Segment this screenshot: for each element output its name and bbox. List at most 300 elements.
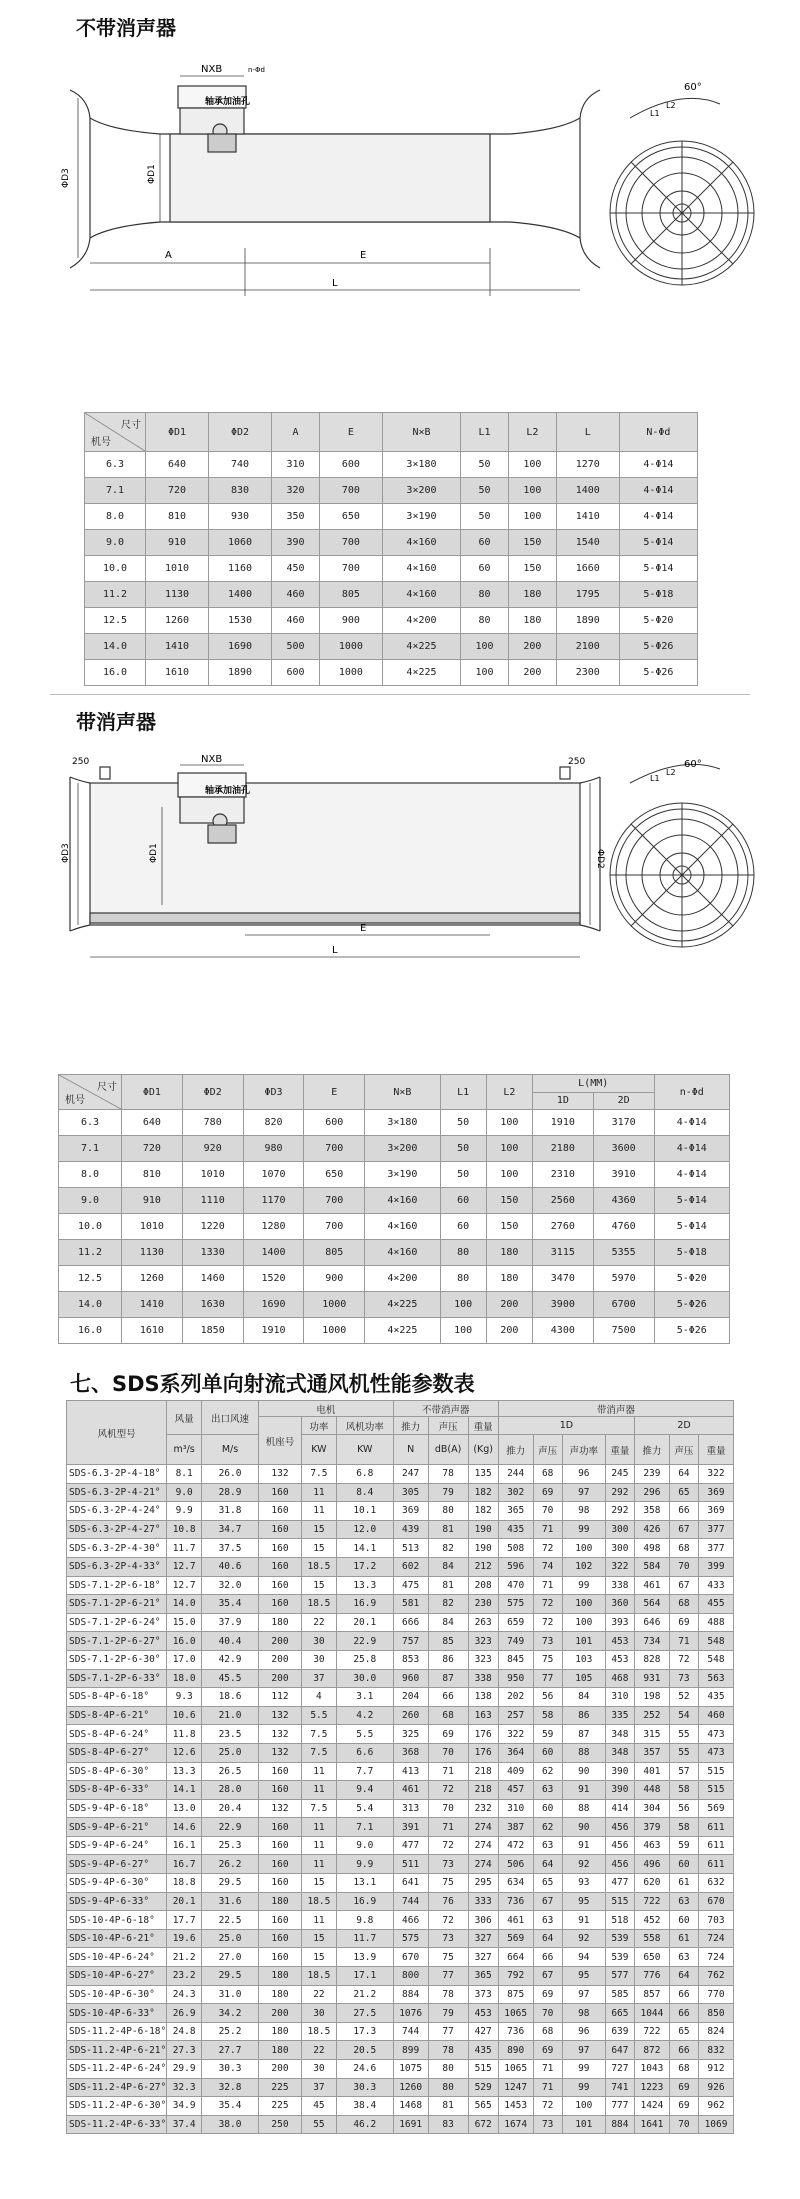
table-cell: 105: [562, 1669, 605, 1688]
row-label-cell: 10.0: [59, 1214, 122, 1240]
row-label-cell: SDS-11.2-4P-6-18°: [67, 2022, 167, 2041]
col-header-flow: 风量: [167, 1401, 202, 1435]
table-cell: 322: [699, 1465, 734, 1484]
table-cell: 1044: [635, 2004, 670, 2023]
table-row: [67, 2022, 734, 2041]
table-cell: 468: [605, 1669, 634, 1688]
table-cell: 5-Φ18: [654, 1240, 729, 1266]
table-cell: 252: [635, 1706, 670, 1725]
table-cell: 91: [562, 1836, 605, 1855]
table-cell: 770: [699, 1985, 734, 2004]
table-cell: 87: [562, 1725, 605, 1744]
table-cell: 475: [393, 1576, 428, 1595]
table-row: [67, 1985, 734, 2004]
table-cell: 670: [699, 1892, 734, 1911]
table-cell: 857: [635, 1985, 670, 2004]
table-cell: 160: [258, 1818, 301, 1837]
table-row: [59, 1162, 730, 1188]
table-cell: 198: [635, 1688, 670, 1707]
table-cell: 1010: [182, 1162, 243, 1188]
table-cell: 68: [533, 2022, 562, 2041]
row-label-cell: SDS-11.2-4P-6-33°: [67, 2115, 167, 2134]
table-cell: 50: [440, 1136, 486, 1162]
table-cell: 180: [258, 1985, 301, 2004]
table-cell: 1000: [319, 660, 382, 686]
table-cell: 4-Φ14: [619, 452, 697, 478]
table-cell: 600: [319, 452, 382, 478]
table-cell: 204: [393, 1688, 428, 1707]
table-cell: 2180: [532, 1136, 593, 1162]
table-cell: 456: [605, 1855, 634, 1874]
table-cell: 11: [302, 1836, 337, 1855]
col-header-l-group: L(MM): [532, 1075, 654, 1093]
dimensions-table-no-silencer: [84, 412, 698, 686]
table-cell: 2560: [532, 1188, 593, 1214]
row-label-cell: 6.3: [85, 452, 146, 478]
angle-label: 60°: [684, 82, 702, 93]
table-cell: 500: [272, 634, 320, 660]
table-cell: 845: [498, 1650, 533, 1669]
table-cell: 180: [258, 2022, 301, 2041]
table-cell: 71: [428, 1762, 468, 1781]
table-cell: 401: [635, 1762, 670, 1781]
col-header-noise: 声压: [428, 1417, 468, 1435]
table-cell: 81: [428, 1576, 468, 1595]
table-row: [67, 1892, 734, 1911]
table-cell: 8.4: [336, 1483, 393, 1502]
table-cell: 78: [428, 1465, 468, 1484]
table-cell: 4×160: [365, 1188, 440, 1214]
table-row: [67, 1836, 734, 1855]
table-cell: 180: [258, 1967, 301, 1986]
section-divider: [50, 694, 750, 695]
table-cell: 1000: [319, 634, 382, 660]
unit-fanpower: KW: [336, 1435, 393, 1465]
table-cell: 460: [272, 582, 320, 608]
table-row: [67, 1539, 734, 1558]
table-cell: 101: [562, 1632, 605, 1651]
table-cell: 1453: [498, 2097, 533, 2116]
col-header-model: 风机型号: [67, 1401, 167, 1465]
table-cell: 72: [428, 1911, 468, 1930]
table-row: [67, 1929, 734, 1948]
table-cell: 364: [498, 1743, 533, 1762]
table-cell: 670: [393, 1948, 428, 1967]
table-cell: 10.6: [167, 1706, 202, 1725]
l-label: L: [332, 278, 338, 289]
col-header-weight: 重量: [468, 1417, 498, 1435]
table-cell: 13.1: [336, 1874, 393, 1893]
table-cell: 563: [699, 1669, 734, 1688]
table-cell: 200: [486, 1292, 532, 1318]
table-cell: 80: [461, 608, 509, 634]
table-cell: 68: [669, 1595, 698, 1614]
e-label: E: [360, 923, 367, 934]
table-cell: 4×160: [365, 1240, 440, 1266]
table-cell: 9.4: [336, 1781, 393, 1800]
table-cell: 35.4: [202, 2097, 259, 2116]
table-cell: 79: [428, 2004, 468, 2023]
l1-label: L1: [650, 109, 660, 118]
table-cell: 88: [562, 1799, 605, 1818]
table-cell: 208: [468, 1576, 498, 1595]
table-cell: 3×200: [382, 478, 460, 504]
row-label-cell: SDS-6.3-2P-4-33°: [67, 1557, 167, 1576]
table-cell: 5-Φ26: [619, 634, 697, 660]
table-cell: 506: [498, 1855, 533, 1874]
table-cell: 18.5: [302, 1595, 337, 1614]
table-cell: 304: [635, 1799, 670, 1818]
table-cell: 736: [498, 2022, 533, 2041]
table-cell: 64: [669, 1967, 698, 1986]
col-header: L2: [508, 413, 556, 452]
table-cell: 335: [605, 1706, 634, 1725]
table-cell: 8.1: [167, 1465, 202, 1484]
table-cell: 5-Φ20: [654, 1266, 729, 1292]
table-cell: 50: [461, 504, 509, 530]
table-cell: 97: [562, 1985, 605, 2004]
table-cell: 66: [669, 1985, 698, 2004]
table-cell: 30.3: [202, 2060, 259, 2079]
table-cell: 58: [533, 1706, 562, 1725]
table-cell: 7.5: [302, 1799, 337, 1818]
table-cell: 310: [605, 1688, 634, 1707]
table-cell: 92: [562, 1929, 605, 1948]
table-cell: 58: [669, 1818, 698, 1837]
table-cell: 780: [182, 1110, 243, 1136]
table-cell: 463: [635, 1836, 670, 1855]
table-row: [67, 1781, 734, 1800]
width-250-right: 250: [568, 757, 586, 767]
table-cell: 68: [533, 1465, 562, 1484]
table-cell: 26.2: [202, 1855, 259, 1874]
table-cell: 73: [533, 1632, 562, 1651]
table-cell: 749: [498, 1632, 533, 1651]
table-cell: 64: [533, 1929, 562, 1948]
table-row: [67, 1595, 734, 1614]
table-cell: 245: [605, 1465, 634, 1484]
table-cell: 26.9: [167, 2004, 202, 2023]
table-cell: 456: [605, 1836, 634, 1855]
table-cell: 27.3: [167, 2041, 202, 2060]
d1-label: ΦD1: [147, 164, 157, 184]
table-cell: 4-Φ14: [654, 1162, 729, 1188]
table-cell: 60: [669, 1855, 698, 1874]
table-cell: 409: [498, 1762, 533, 1781]
table-cell: 387: [498, 1818, 533, 1837]
table-cell: 27.7: [202, 2041, 259, 2060]
table-cell: 100: [508, 452, 556, 478]
unit-weight: (Kg): [468, 1435, 498, 1465]
table-row: [67, 2041, 734, 2060]
table-cell: 230: [468, 1595, 498, 1614]
table-cell: 872: [635, 2041, 670, 2060]
col-header-1d: 1D: [532, 1092, 593, 1110]
table-cell: 518: [605, 1911, 634, 1930]
table-cell: 1410: [556, 504, 619, 530]
row-label-cell: SDS-10-4P-6-24°: [67, 1948, 167, 1967]
table-cell: 700: [304, 1188, 365, 1214]
table-cell: 611: [699, 1836, 734, 1855]
table-cell: 23.5: [202, 1725, 259, 1744]
table-cell: 1674: [498, 2115, 533, 2134]
table-cell: 884: [605, 2115, 634, 2134]
table-cell: 11: [302, 1818, 337, 1837]
table-cell: 13.3: [167, 1762, 202, 1781]
table-cell: 5-Φ14: [619, 556, 697, 582]
table-cell: 413: [393, 1762, 428, 1781]
table-cell: 1010: [146, 556, 209, 582]
table-cell: 310: [498, 1799, 533, 1818]
table-cell: 29.5: [202, 1967, 259, 1986]
table-cell: 962: [699, 2097, 734, 2116]
table-cell: 100: [461, 634, 509, 660]
col-header: L1: [440, 1075, 486, 1110]
table-cell: 830: [209, 478, 272, 504]
table-cell: 1130: [122, 1240, 183, 1266]
table-cell: 461: [393, 1781, 428, 1800]
nxb-label: NXB: [201, 754, 223, 765]
table-cell: 575: [393, 1929, 428, 1948]
table-cell: 200: [258, 1632, 301, 1651]
table-cell: 1043: [635, 2060, 670, 2079]
table-cell: 659: [498, 1613, 533, 1632]
table-cell: 350: [272, 504, 320, 530]
col-header: n-Φd: [654, 1075, 729, 1110]
table-cell: 3470: [532, 1266, 593, 1292]
table-cell: 1010: [122, 1214, 183, 1240]
table-cell: 15: [302, 1520, 337, 1539]
table-cell: 37.4: [167, 2115, 202, 2134]
nd-label: n-Φd: [248, 66, 265, 74]
table-cell: 11: [302, 1502, 337, 1521]
table-cell: 16.9: [336, 1595, 393, 1614]
row-label-cell: SDS-8-4P-6-18°: [67, 1688, 167, 1707]
col-header: L: [556, 413, 619, 452]
table-cell: 28.0: [202, 1781, 259, 1800]
table-cell: 4×200: [382, 608, 460, 634]
table-cell: 63: [669, 1892, 698, 1911]
table-cell: 722: [635, 2022, 670, 2041]
table-cell: 4760: [593, 1214, 654, 1240]
table-cell: 357: [635, 1743, 670, 1762]
table-cell: 700: [319, 556, 382, 582]
table-cell: 1630: [182, 1292, 243, 1318]
table-cell: 9.3: [167, 1688, 202, 1707]
table-row: [59, 1292, 730, 1318]
table-cell: 73: [428, 1855, 468, 1874]
table-cell: 40.6: [202, 1557, 259, 1576]
table-cell: 56: [533, 1688, 562, 1707]
table-row: [85, 608, 698, 634]
table-cell: 511: [393, 1855, 428, 1874]
table-cell: 5-Φ26: [654, 1292, 729, 1318]
table-row: [59, 1188, 730, 1214]
table-cell: 180: [258, 1613, 301, 1632]
table-cell: 37.9: [202, 1613, 259, 1632]
table-cell: 1610: [146, 660, 209, 686]
table-cell: 325: [393, 1725, 428, 1744]
table-cell: 274: [468, 1836, 498, 1855]
table-cell: 160: [258, 1929, 301, 1948]
table-cell: 295: [468, 1874, 498, 1893]
table-cell: 5-Φ14: [654, 1188, 729, 1214]
table-cell: 850: [699, 2004, 734, 2023]
corner-bottom-label: 机号: [91, 437, 111, 448]
table-cell: 470: [498, 1576, 533, 1595]
angle-label: 60°: [684, 759, 702, 770]
table-row: [67, 1762, 734, 1781]
table-cell: 5-Φ20: [619, 608, 697, 634]
table-cell: 23.2: [167, 1967, 202, 1986]
table-cell: 13.0: [167, 1799, 202, 1818]
section-title-no-silencer: 不带消声器: [76, 16, 176, 40]
table-cell: 1076: [393, 2004, 428, 2023]
table-cell: 980: [243, 1136, 304, 1162]
table-cell: 1410: [146, 634, 209, 660]
row-label-cell: SDS-11.2-4P-6-24°: [67, 2060, 167, 2079]
table-cell: 28.9: [202, 1483, 259, 1502]
table-cell: 327: [468, 1948, 498, 1967]
table-cell: 239: [635, 1465, 670, 1484]
table-cell: 212: [468, 1557, 498, 1576]
table-cell: 322: [498, 1725, 533, 1744]
table-cell: 163: [468, 1706, 498, 1725]
fan-drawing-with-silencer: [61, 754, 770, 970]
table-cell: 190: [468, 1539, 498, 1558]
table-cell: 21.2: [167, 1948, 202, 1967]
table-cell: 55: [669, 1743, 698, 1762]
table-cell: 390: [605, 1781, 634, 1800]
table-cell: 10.1: [336, 1502, 393, 1521]
table-cell: 11.7: [336, 1929, 393, 1948]
table-cell: 4×225: [382, 660, 460, 686]
table-cell: 160: [258, 1781, 301, 1800]
table-cell: 665: [605, 2004, 634, 2023]
table-cell: 805: [304, 1240, 365, 1266]
table-cell: 31.0: [202, 1985, 259, 2004]
table-cell: 180: [486, 1266, 532, 1292]
row-label-cell: 16.0: [59, 1318, 122, 1344]
col-group-2d: 2D: [635, 1417, 734, 1435]
table-cell: 150: [508, 530, 556, 556]
table-cell: 724: [699, 1929, 734, 1948]
table-cell: 70: [533, 1502, 562, 1521]
table-cell: 2100: [556, 634, 619, 660]
table-cell: 368: [393, 1743, 428, 1762]
table-cell: 55: [669, 1725, 698, 1744]
row-label-cell: 9.0: [59, 1188, 122, 1214]
table-cell: 180: [258, 2041, 301, 2060]
table-cell: 379: [635, 1818, 670, 1837]
table-cell: 461: [498, 1911, 533, 1930]
table-cell: 72: [669, 1650, 698, 1669]
col-header-power: 功率: [302, 1417, 337, 1435]
table-cell: 61: [669, 1874, 698, 1893]
table-cell: 80: [461, 582, 509, 608]
table-cell: 94: [562, 1948, 605, 1967]
table-cell: 672: [468, 2115, 498, 2134]
table-cell: 99: [562, 1520, 605, 1539]
row-label-cell: 10.0: [85, 556, 146, 582]
table-cell: 460: [699, 1706, 734, 1725]
table-cell: 1130: [146, 582, 209, 608]
table-cell: 2310: [532, 1162, 593, 1188]
row-label-cell: SDS-10-4P-6-27°: [67, 1967, 167, 1986]
table-cell: 664: [498, 1948, 533, 1967]
table-cell: 75: [428, 1948, 468, 1967]
table-cell: 910: [146, 530, 209, 556]
table-cell: 69: [428, 1725, 468, 1744]
table-row: [59, 1240, 730, 1266]
table-cell: 69: [669, 1613, 698, 1632]
table-cell: 515: [468, 2060, 498, 2079]
table-cell: 80: [428, 1502, 468, 1521]
table-cell: 300: [605, 1539, 634, 1558]
table-cell: 72: [533, 2097, 562, 2116]
table-row: [85, 582, 698, 608]
table-cell: 64: [533, 1855, 562, 1874]
table-cell: 160: [258, 1762, 301, 1781]
table-cell: 539: [605, 1948, 634, 1967]
table-cell: 59: [533, 1725, 562, 1744]
table-cell: 390: [272, 530, 320, 556]
col-group-motor: 电机: [258, 1401, 393, 1417]
table-cell: 515: [699, 1781, 734, 1800]
table-cell: 477: [393, 1836, 428, 1855]
table-cell: 581: [393, 1595, 428, 1614]
table-cell: 4-Φ14: [654, 1110, 729, 1136]
table-cell: 365: [498, 1502, 533, 1521]
table-cell: 1110: [182, 1188, 243, 1214]
table-row: [59, 1136, 730, 1162]
table-cell: 17.2: [336, 1557, 393, 1576]
table-cell: 18.5: [302, 2022, 337, 2041]
row-label-cell: SDS-8-4P-6-27°: [67, 1743, 167, 1762]
table-cell: 703: [699, 1911, 734, 1930]
col-header-1d-weight: 重量: [605, 1435, 634, 1465]
table-cell: 1520: [243, 1266, 304, 1292]
table-cell: 7.7: [336, 1762, 393, 1781]
col-header: N×B: [382, 413, 460, 452]
table-cell: 828: [635, 1650, 670, 1669]
table-cell: 575: [498, 1595, 533, 1614]
table-cell: 81: [428, 2097, 468, 2116]
table-cell: 95: [562, 1892, 605, 1911]
table-cell: 310: [272, 452, 320, 478]
table-row: [67, 1483, 734, 1502]
table-cell: 200: [486, 1318, 532, 1344]
table-cell: 884: [393, 1985, 428, 2004]
table-cell: 63: [533, 1911, 562, 1930]
table-row: [67, 2004, 734, 2023]
table-cell: 358: [635, 1502, 670, 1521]
table-cell: 97: [562, 1483, 605, 1502]
table-cell: 305: [393, 1483, 428, 1502]
table-row: [67, 1818, 734, 1837]
row-label-cell: SDS-10-4P-6-30°: [67, 1985, 167, 2004]
table-cell: 4×160: [382, 556, 460, 582]
table-cell: 1070: [243, 1162, 304, 1188]
table-cell: 37: [302, 2078, 337, 2097]
table-cell: 1540: [556, 530, 619, 556]
row-label-cell: SDS-9-4P-6-21°: [67, 1818, 167, 1837]
row-label-cell: SDS-9-4P-6-24°: [67, 1836, 167, 1855]
table-cell: 1795: [556, 582, 619, 608]
table-cell: 632: [699, 1874, 734, 1893]
table-cell: 3115: [532, 1240, 593, 1266]
table-cell: 35.4: [202, 1595, 259, 1614]
